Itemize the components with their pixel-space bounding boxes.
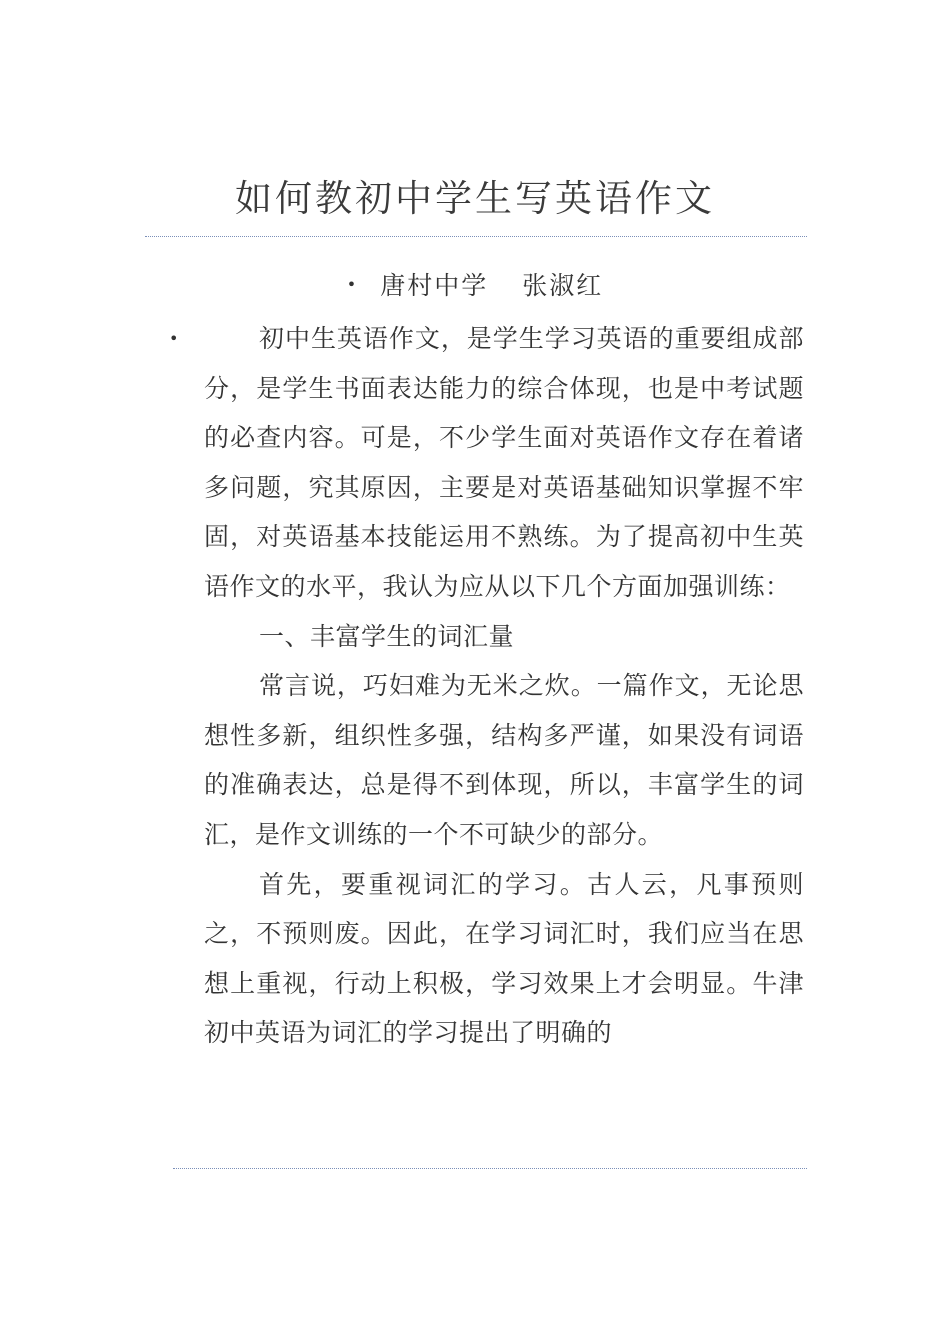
byline-author: 张淑红 (522, 271, 604, 300)
document-title: 如何教初中学生写英语作文 (235, 177, 715, 220)
document-body (204, 314, 804, 1058)
paragraph-intro: 初中生英语作文，是学生学习英语的重要组成部分，是学生书面表达能力的综合体现，也是中考试题的必查内容。可是，不少学生面对英语作文存在着诸多问题，究其原因，主要是对英语基础知识掌握不牢固，对英语基本技能运用不熟练。为了提高初中生英语作文的水平，我认为应从以下几个方面加强训练： (204, 324, 804, 601)
title-divider (145, 236, 807, 237)
footer-divider (173, 1168, 807, 1169)
section-heading: 一、丰富学生的词汇量 (259, 621, 515, 651)
byline-school: 唐村中学 (380, 271, 489, 300)
byline-bullet: • (346, 274, 359, 294)
body-bullet: • (169, 329, 179, 348)
byline (0, 266, 950, 308)
paragraph-first-point: 首先，要重视词汇的学习。古人云，凡事预则之，不预则废。因此，在学习词汇时，我们应当在思想上重视，行动上积极，学习效果上才会明显。牛津初中英语为词汇的学习提出了明确的 (204, 869, 804, 1048)
paragraph-vocabulary: 常言说，巧妇难为无米之炊。一篇作文，无论思想性多新，组织性多强，结构多严谨，如果没有词语的准确表达，总是得不到体现，所以，丰富学生的词汇，是作文训练的一个不可缺少的部分。 (204, 671, 804, 849)
